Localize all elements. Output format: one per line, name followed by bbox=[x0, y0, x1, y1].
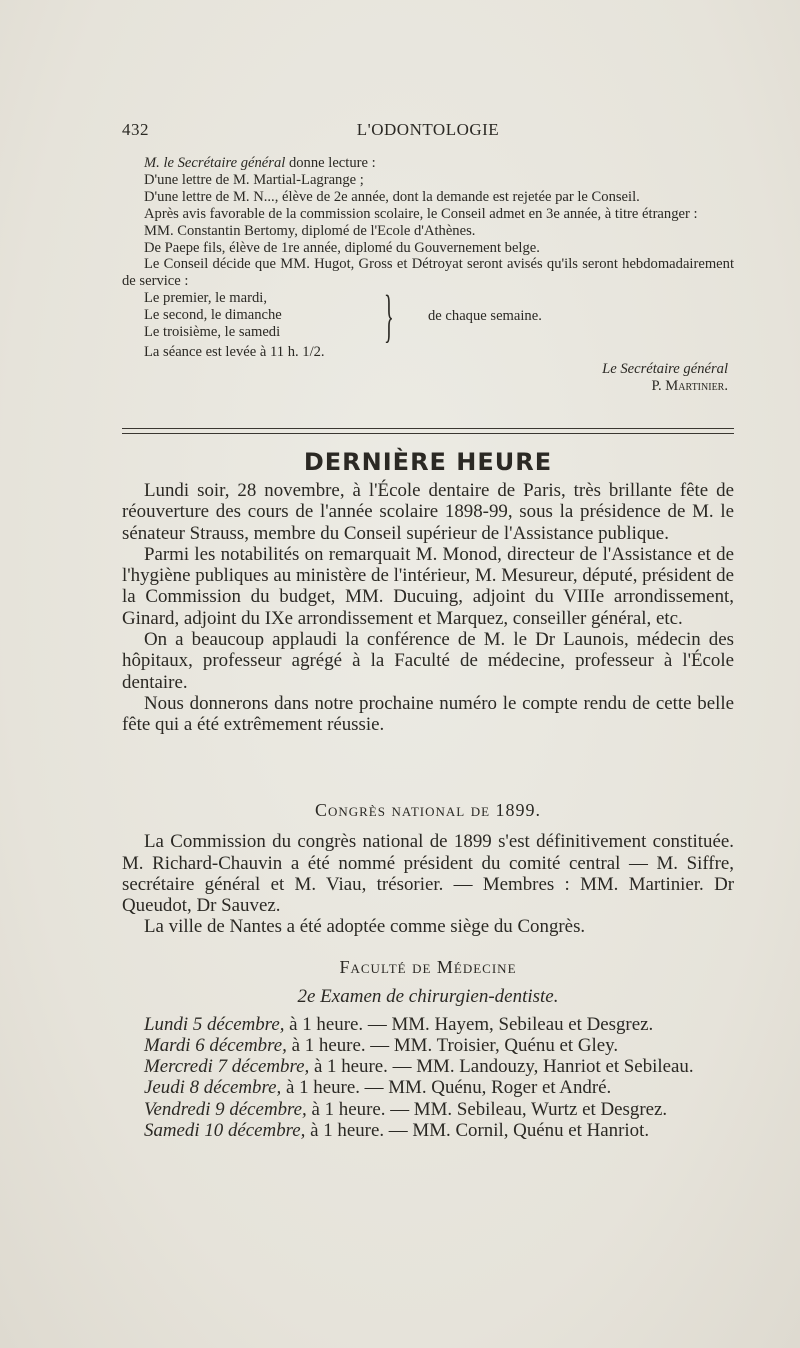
minutes-paragraph: MM. Constantin Bertomy, diplomé de l'Ecole d'Athènes. bbox=[144, 222, 476, 239]
article-paragraph: Parmi les notabilités on remarquait M. Monod, directeur de l'Assistance et de l'hygiène publiques au ministère de l'intérieur, M. Mesureur, député, président de la Commission du budget, MM. Ducuing, adjoint du VIIIe arrondissement, Ginard, adjoint du IXe arrondissement et Marquez, conseiller général, etc. bbox=[122, 543, 734, 629]
schedule-brace-text: de chaque semaine. bbox=[428, 308, 542, 325]
exam-jury: à 1 heure. — MM. Cornil, Quénu et Hanriot. bbox=[305, 1120, 650, 1142]
exam-entry bbox=[122, 1077, 734, 1098]
article-paragraph: On a beaucoup applaudi la conférence de M. le Dr Launois, médecin des hôpitaux, professeur agrégé à la Faculté de médecine, professeur à l'École dentaire. bbox=[122, 629, 734, 693]
exam-entry bbox=[122, 1056, 734, 1077]
derniere-heure-section bbox=[122, 480, 734, 736]
article-paragraph: La ville de Nantes a été adoptée comme siège du Congrès. bbox=[144, 916, 586, 938]
minutes-paragraph: Le Conseil décide que MM. Hugot, Gross et Détroyat seront avisés qu'ils seront hebdomadairement de service : bbox=[122, 256, 734, 290]
exam-jury: à 1 heure. — MM. Landouzy, Hanriot et Sebileau. bbox=[309, 1056, 694, 1078]
minutes-paragraph bbox=[122, 155, 734, 172]
double-rule-bottom bbox=[122, 433, 734, 434]
faculte-section bbox=[122, 957, 734, 1141]
minutes-text: donne lecture : bbox=[285, 155, 376, 171]
signature-title: Le Secrétaire général bbox=[602, 361, 728, 378]
double-rule-top bbox=[122, 428, 734, 429]
service-schedule bbox=[122, 283, 734, 349]
exam-entry bbox=[122, 1035, 734, 1056]
schedule-line: Le troisième, le samedi bbox=[144, 324, 281, 341]
exam-subtitle: 2e Examen de chirurgien-dentiste. bbox=[297, 986, 559, 1008]
minutes-paragraph: D'une lettre de M. N..., élève de 2e année, dont la demande est rejetée par le Conseil. bbox=[144, 188, 640, 205]
exam-entry bbox=[122, 1014, 734, 1035]
minutes-paragraph: De Paepe fils, élève de 1re année, diplomé du Gouvernement belge. bbox=[144, 239, 540, 256]
exam-date: Mercredi 7 décembre, bbox=[144, 1056, 310, 1078]
exam-jury: à 1 heure. — MM. Troisier, Quénu et Gley. bbox=[286, 1034, 619, 1056]
exam-entry bbox=[122, 1120, 734, 1141]
exam-entry bbox=[122, 1099, 734, 1120]
exam-date: Vendredi 9 décembre, bbox=[144, 1098, 307, 1120]
article-paragraph: Lundi soir, 28 novembre, à l'École dentaire de Paris, très brillante fête de réouverture des cours de l'année scolaire 1898-99, sous la présidence de M. le sénateur Strauss, membre du Conseil supérieur de l'Assistance publique. bbox=[122, 480, 734, 544]
section-title-congres: Congrès national de 1899. bbox=[314, 800, 542, 820]
schedule-line: Le premier, le mardi, bbox=[144, 290, 267, 307]
schedule-lines bbox=[144, 290, 282, 341]
minutes-paragraph: La séance est levée à 11 h. 1/2. bbox=[144, 344, 325, 361]
minutes-paragraph: D'une lettre de M. Martial-Lagrange ; bbox=[144, 171, 364, 188]
exam-jury: à 1 heure. — MM. Quénu, Roger et André. bbox=[281, 1077, 612, 1099]
schedule-line: Le second, le dimanche bbox=[144, 307, 282, 324]
exam-jury: à 1 heure. — MM. Sebileau, Wurtz et Desgrez. bbox=[306, 1098, 668, 1120]
exam-jury: à 1 heure. — MM. Hayem, Sebileau et Desgrez. bbox=[284, 1013, 654, 1035]
exam-date: Jeudi 8 décembre, bbox=[144, 1077, 282, 1099]
article-paragraph: Nous donnerons dans notre prochaine numéro le compte rendu de cette belle fête qui a été extrêmement réussie. bbox=[122, 692, 734, 736]
exam-date: Mardi 6 décembre, bbox=[144, 1034, 287, 1056]
minutes-paragraph: Après avis favorable de la commission scolaire, le Conseil admet en 3e année, à titre étranger : bbox=[144, 205, 698, 222]
secretary-mention: M. le Secrétaire général bbox=[144, 155, 286, 171]
article-paragraph: La Commission du congrès national de 1899 s'est définitivement constituée. M. Richard-Chauvin a été nommé président du comité central — M. Siffre, secrétaire général et M. Viau, trésorier. — Membres : MM. Martinier. Dr Queudot, Dr Sauvez. bbox=[122, 831, 734, 917]
running-title: L'ODONTOLOGIE bbox=[356, 120, 500, 139]
section-title-derniere-heure: DERNIÈRE HEURE bbox=[303, 448, 553, 476]
page-number: 432 bbox=[122, 120, 149, 139]
minutes-section bbox=[122, 155, 734, 395]
running-header bbox=[122, 120, 734, 144]
exam-date: Lundi 5 décembre, bbox=[144, 1013, 285, 1035]
congres-section bbox=[122, 800, 734, 938]
section-title-faculte: Faculté de Médecine bbox=[339, 957, 517, 977]
exam-date: Samedi 10 décembre, bbox=[144, 1120, 306, 1142]
signature-name: P. Martinier. bbox=[651, 378, 728, 395]
brace-glyph: } bbox=[384, 283, 394, 349]
